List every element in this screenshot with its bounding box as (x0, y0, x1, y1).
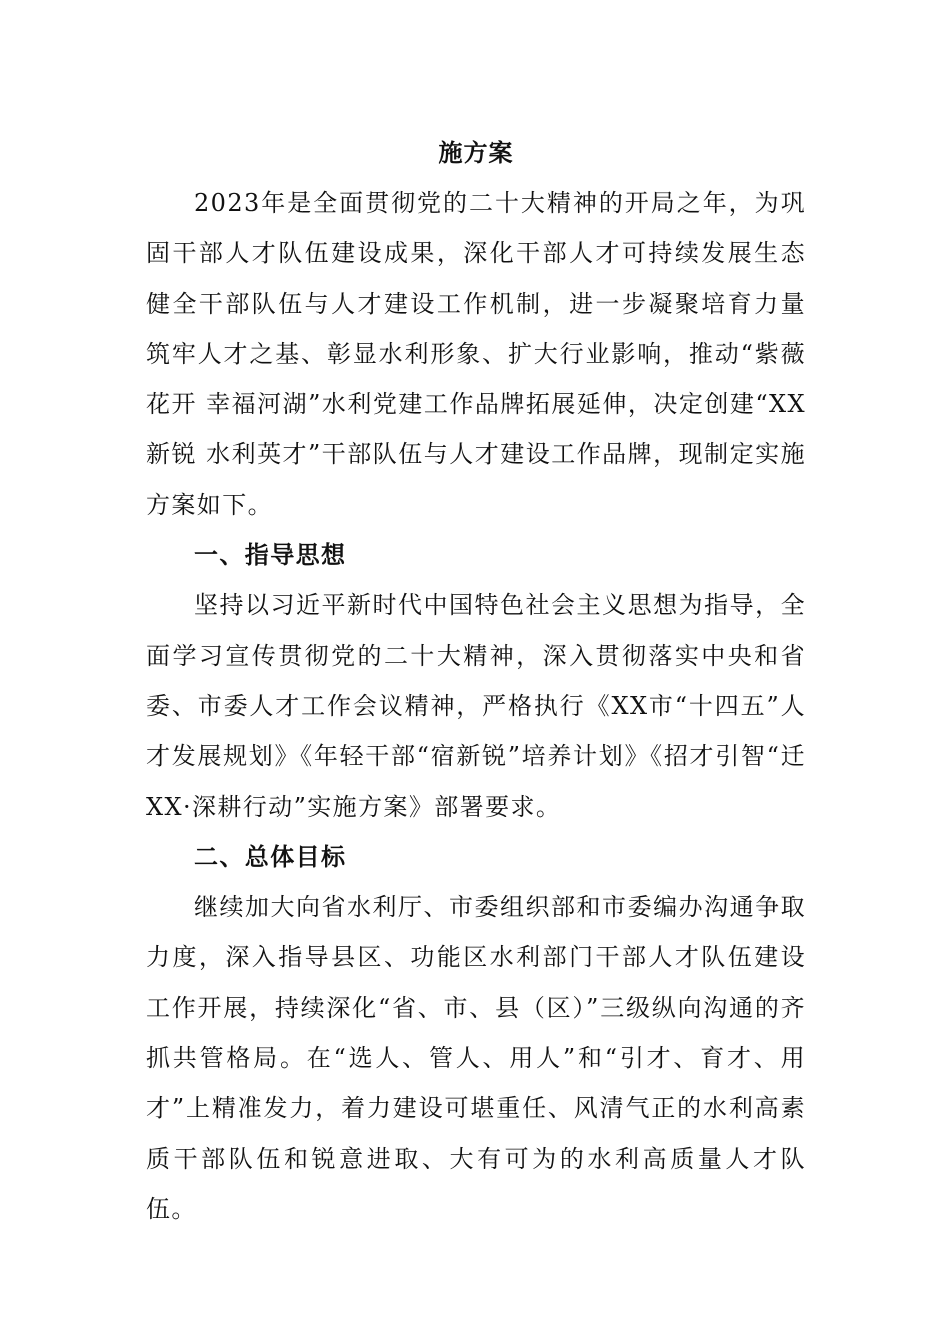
section-heading-guiding-ideology: 一、指导思想 (194, 540, 347, 570)
document-body (146, 128, 806, 1234)
section-body-overall-goal: 继续加大向省水利厅、市委组织部和市委编办沟通争取力度，深入指导县区、功能区水利部门干部人才队伍建设工作开展，持续深化“省、市、县（区）”三级纵向沟通的齐抓共管格局。在“选人、管人、用人”和“引才、育才、用才”上精准发力，着力建设可堪重任、风清气正的水利高素质干部队伍和锐意进取、大有可为的水利高质量人才队伍。 (146, 893, 806, 1223)
intro-paragraph: 2023年是全面贯彻党的二十大精神的开局之年，为巩固干部人才队伍建设成果，深化干部人才可持续发展生态健全干部队伍与人才建设工作机制，进一步凝聚培育力量筑牢人才之基、彰显水利形象、扩大行业影响，推动“紫薇花开 幸福河湖”水利党建工作品牌拓展延伸，决定创建“XX新锐 水利英才”干部队伍与人才建设工作品牌，现制定实施方案如下。 (146, 189, 806, 519)
section-body-guiding-ideology: 坚持以习近平新时代中国特色社会主义思想为指导，全面学习宣传贯彻党的二十大精神，深入贯彻落实中央和省委、市委人才工作会议精神，严格执行《XX市“十四五”人才发展规划》《年轻干部“宿新锐”培养计划》《招才引智“迁XX·深耕行动”实施方案》部署要求。 (146, 591, 806, 821)
section-heading-overall-goal: 二、总体目标 (194, 841, 347, 871)
document-title: 施方案 (438, 138, 514, 167)
